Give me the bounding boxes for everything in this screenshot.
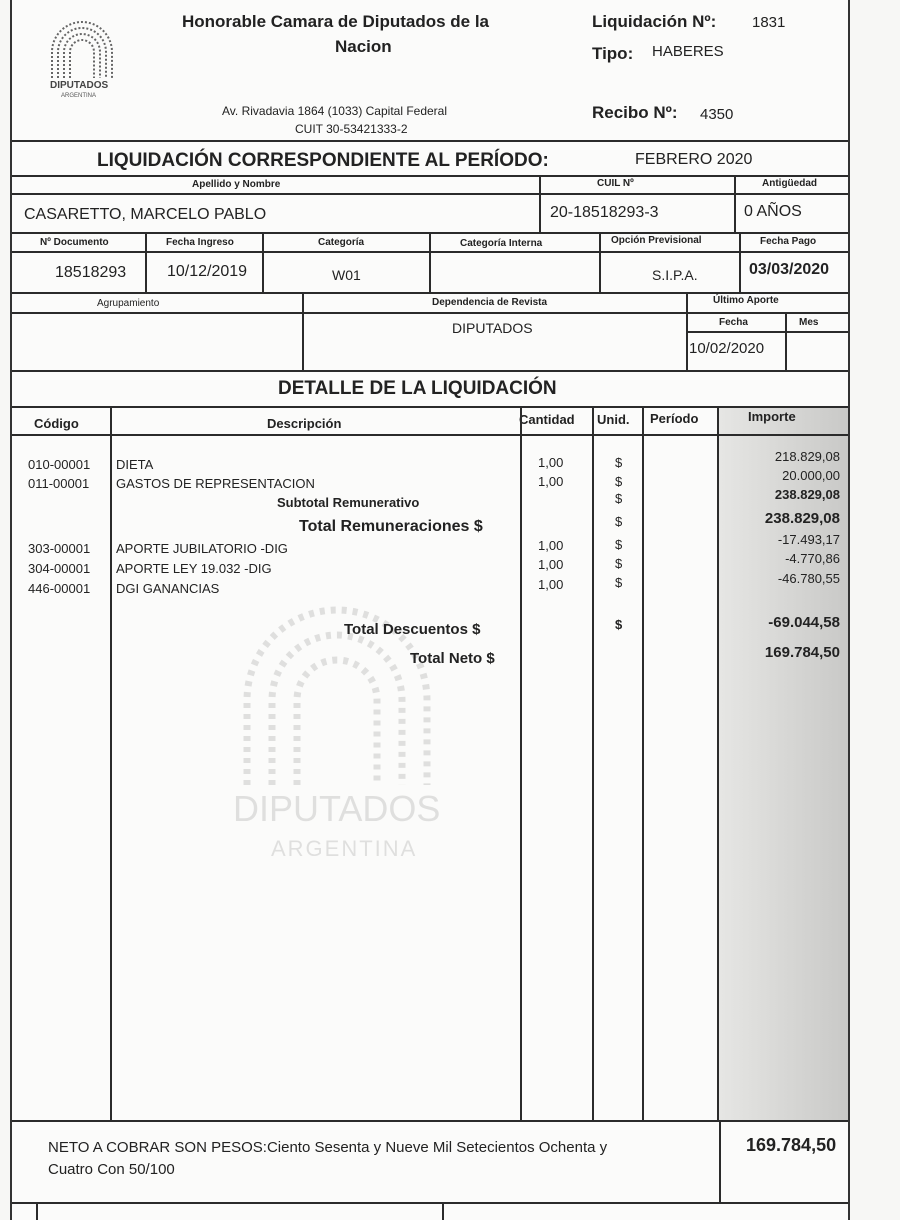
fecha-pago-value: 03/03/2020: [749, 261, 830, 278]
neto-words-line2: Cuatro Con 50/100: [48, 1161, 175, 1178]
total-neto-label: Total Neto $: [410, 650, 495, 667]
col-descripcion: Descripción: [267, 416, 342, 431]
documento-value: 18518293: [55, 264, 127, 281]
cuil-value: 20-18518293-3: [550, 204, 659, 221]
table-row-cantidad: 1,00: [538, 474, 564, 489]
divider: [145, 232, 147, 292]
divider: [539, 175, 541, 232]
org-address: Av. Rivadavia 1864 (1033) Capital Federal: [222, 104, 448, 118]
org-name-line2: Nacion: [335, 37, 392, 56]
recibo-label: Recibo Nº:: [592, 103, 678, 122]
table-row-importe: 218.829,08: [774, 449, 840, 464]
name-label: Apellido y Nombre: [192, 179, 281, 190]
period-label: LIQUIDACIÓN CORRESPONDIENTE AL PERÍODO:: [97, 150, 549, 171]
table-row-descripcion: DGI GANANCIAS: [116, 581, 220, 596]
table-row-unid: $: [615, 474, 623, 489]
divider: [592, 406, 594, 1120]
agrupamiento-label: Agrupamiento: [97, 298, 160, 309]
divider: [686, 331, 848, 333]
ultimo-aporte-fecha: 10/02/2020: [689, 340, 765, 357]
table-row-descripcion: APORTE LEY 19.032 -DIG: [116, 561, 272, 576]
divider: [734, 175, 736, 232]
table-row-codigo: 304-00001: [28, 561, 91, 576]
neto-words-line1: NETO A COBRAR SON PESOS:Ciento Sesenta y Nueve Mil Setecientos Ochenta y: [48, 1139, 608, 1156]
table-row-unid: $: [615, 455, 623, 470]
opcion-label: Opción Previsional: [611, 235, 702, 246]
table-row-cantidad: 1,00: [538, 557, 564, 572]
period-value: FEBRERO 2020: [635, 151, 753, 168]
arch-logo-icon: [42, 18, 122, 80]
logo-text: DIPUTADOS: [50, 80, 109, 91]
table-row-importe: -4.770,86: [785, 551, 840, 566]
table-row-unid: $: [615, 514, 623, 529]
watermark-line2: ARGENTINA: [271, 836, 418, 861]
table-row-importe: 169.784,50: [764, 644, 840, 661]
table-row-codigo: 011-00001: [28, 476, 90, 491]
tipo-value: HABERES: [652, 43, 724, 60]
divider: [429, 232, 431, 292]
divider: [785, 312, 787, 370]
recibo-value: 4350: [700, 106, 734, 123]
table-row-cantidad: 1,00: [538, 455, 564, 470]
fecha-ingreso-label: Fecha Ingreso: [166, 237, 234, 248]
table-row-codigo: 303-00001: [28, 541, 91, 556]
org-name-line1: Honorable Camara de Diputados de la: [182, 12, 490, 31]
employee-name: CASARETTO, MARCELO PABLO: [24, 206, 267, 223]
mes-label: Mes: [799, 317, 819, 328]
col-periodo: Período: [650, 411, 699, 426]
divider: [12, 175, 848, 177]
divider: [12, 140, 848, 142]
divider: [302, 292, 304, 370]
divider: [12, 312, 848, 314]
table-row-unid: $: [615, 537, 623, 552]
cuil-label: CUIL Nº: [597, 178, 634, 189]
table-row-descripcion: DIETA: [116, 457, 154, 472]
table-row-unid: $: [615, 556, 623, 571]
ultimo-aporte-label: Último Aporte: [713, 295, 779, 306]
liquidacion-value: 1831: [752, 14, 786, 31]
table-row-importe: -69.044,58: [768, 614, 840, 631]
watermark-line1: DIPUTADOS: [233, 788, 441, 829]
table-row-unid: $: [615, 575, 623, 590]
antiguedad-label: Antigüedad: [762, 178, 817, 189]
opcion-value: S.I.P.A.: [652, 267, 698, 283]
total-remuneraciones-label: Total Remuneraciones $: [299, 518, 483, 535]
col-importe: Importe: [748, 409, 796, 424]
table-row-importe: 20.000,00: [782, 468, 840, 483]
categoria-value: W01: [332, 267, 361, 283]
logo-subtext: ARGENTINA: [61, 93, 97, 99]
divider: [12, 370, 848, 372]
fecha-pago-label: Fecha Pago: [760, 236, 817, 247]
subtotal-label: Subtotal Remunerativo: [277, 495, 420, 510]
divider: [12, 1120, 848, 1122]
congress-logo: [42, 18, 122, 108]
antiguedad-value: 0 AÑOS: [744, 203, 802, 220]
table-row-codigo: 010-00001: [28, 457, 91, 472]
categoria-label: Categoría: [318, 237, 365, 248]
table-row-codigo: 446-00001: [28, 581, 91, 596]
divider: [717, 406, 719, 1120]
divider: [262, 232, 264, 292]
table-row-importe: -17.493,17: [777, 532, 840, 547]
col-codigo: Código: [34, 416, 79, 431]
divider: [739, 232, 741, 292]
table-row-unid: $: [615, 617, 623, 632]
total-descuentos-label: Total Descuentos $: [344, 621, 481, 638]
fecha-ingreso-value: 10/12/2019: [167, 263, 248, 280]
divider: [12, 193, 848, 195]
table-row-cantidad: 1,00: [538, 577, 564, 592]
col-unid: Unid.: [597, 412, 630, 427]
categoria-interna-label: Categoría Interna: [460, 238, 543, 249]
table-row-descripcion: GASTOS DE REPRESENTACION: [116, 476, 315, 491]
divider: [36, 1202, 38, 1220]
col-cantidad: Cantidad: [519, 412, 575, 427]
dependencia-value: DIPUTADOS: [452, 320, 533, 336]
table-row-descripcion: APORTE JUBILATORIO -DIG: [116, 541, 288, 556]
divider: [599, 232, 601, 292]
watermark: [227, 600, 447, 870]
table-row-importe: 238.829,08: [764, 510, 840, 527]
documento-label: Nº Documento: [40, 237, 109, 248]
divider: [719, 1120, 721, 1202]
table-row-unid: $: [615, 491, 623, 506]
divider: [12, 292, 848, 294]
divider: [12, 434, 848, 436]
table-row-importe: 238.829,08: [774, 487, 840, 502]
fecha-label: Fecha: [719, 317, 748, 328]
divider: [12, 1202, 848, 1204]
dependencia-label: Dependencia de Revista: [432, 297, 548, 308]
tipo-label: Tipo:: [592, 44, 634, 63]
divider: [442, 1202, 444, 1220]
table-row-importe: -46.780,55: [777, 571, 840, 586]
liquidacion-label: Liquidación Nº:: [592, 12, 717, 31]
detail-title: DETALLE DE LA LIQUIDACIÓN: [278, 378, 557, 399]
divider: [110, 406, 112, 1120]
pay-slip: [10, 0, 850, 1220]
divider: [642, 406, 644, 1120]
org-cuit: CUIT 30-53421333-2: [295, 122, 408, 136]
neto-amount: 169.784,50: [746, 1135, 837, 1155]
divider: [520, 406, 522, 1120]
table-row-cantidad: 1,00: [538, 538, 564, 553]
